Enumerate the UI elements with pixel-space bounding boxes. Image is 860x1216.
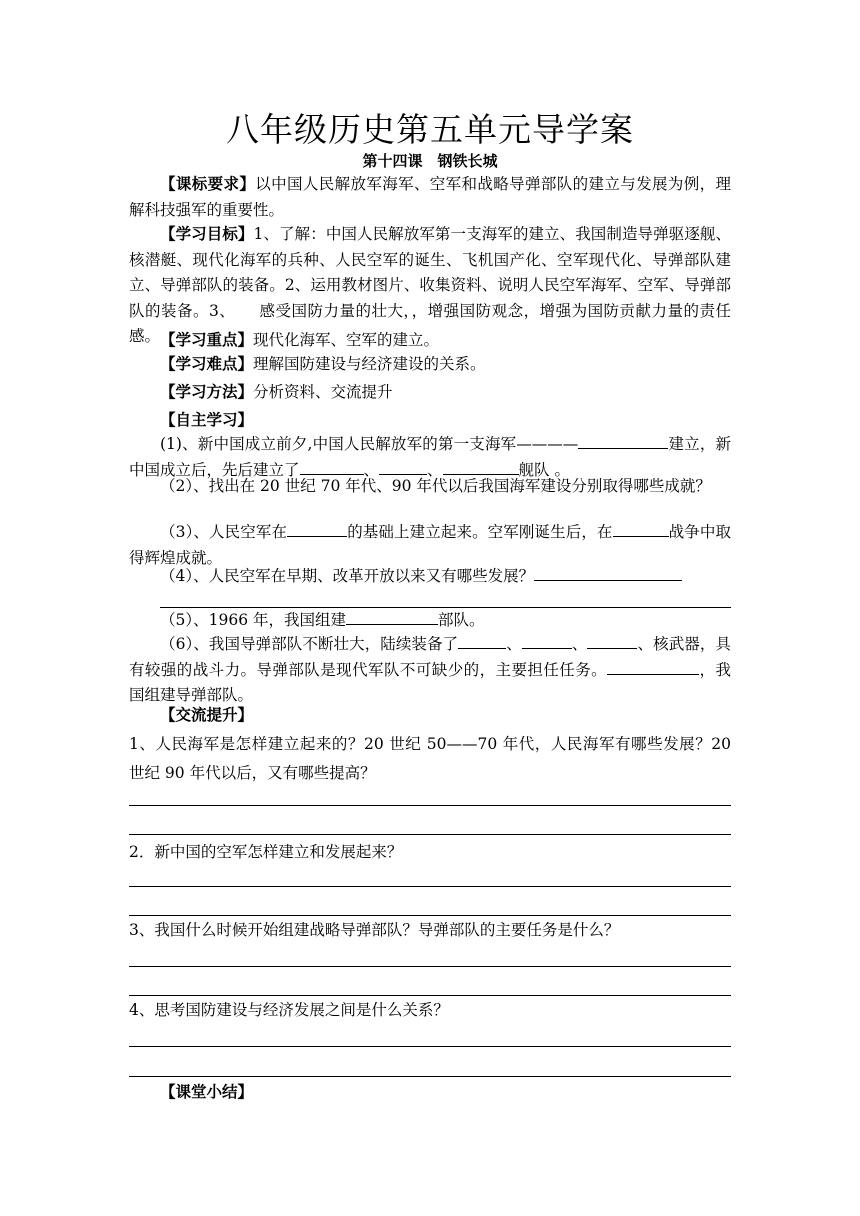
q3-text-c: 战争中取得辉煌成就。 [129, 523, 731, 567]
q1-blank-1[interactable] [578, 434, 668, 449]
q1-sep-1: 、 [363, 460, 380, 479]
objectives-label: 【学习目标】 [160, 225, 254, 243]
q3-blank-1[interactable] [287, 522, 347, 537]
exchange-q3-line-1[interactable] [129, 966, 731, 967]
exchange-q4-line-2[interactable] [129, 1076, 731, 1077]
q1-text-a: (1)、新中国成立前夕,中国人民解放军的第一支海军———— [160, 435, 579, 453]
q1-text-b: 建立，新中国成立后，先后建立了 [129, 435, 731, 479]
self-study-heading: 【自主学习】 [160, 411, 254, 429]
self-study-q4 [129, 564, 731, 590]
exchange-q4-line-1[interactable] [129, 1046, 731, 1047]
exchange-q1: 1、人民海军是怎样建立起来的？20 世纪 50——70 年代，人民海军有哪些发展？20 世纪 90 年代以后，又有哪些提高？ [129, 735, 731, 782]
difficulty-text: 理解国防建设与经济建设的关系。 [253, 355, 486, 373]
q5-text-a: （5）、1966 年，我国组建 [160, 611, 346, 629]
self-study-q2: （2）、找出在 20 世纪 70 年代、90 年代以后我国海军建设分别取得哪些成就？ [160, 477, 711, 495]
q6-blank-3[interactable] [587, 634, 637, 649]
method-text: 分析资料、交流提升 [253, 383, 393, 401]
q1-blank-2[interactable] [300, 460, 364, 475]
exchange-q3: 3、我国什么时候开始组建战略导弹部队？导弹部队的主要任务是什么？ [129, 921, 620, 939]
q1-sep-2: 、 [427, 460, 443, 479]
summary-heading: 【课堂小结】 [160, 1083, 254, 1101]
q1-blank-3[interactable] [379, 460, 427, 475]
exchange-q2-line-1[interactable] [129, 886, 731, 887]
q6-sep-3: 、 [637, 635, 654, 653]
exchange-q1-line-1[interactable] [129, 805, 731, 806]
q3-blank-2[interactable] [613, 522, 669, 537]
focus-text: 现代化海军、空军的建立。 [253, 331, 440, 349]
self-study-q6 [129, 632, 731, 709]
learning-method [129, 380, 731, 406]
q4-blank[interactable] [534, 566, 682, 581]
q6-blank-1[interactable] [458, 634, 506, 649]
self-study-q5 [129, 608, 731, 634]
exchange-q2: 2．新中国的空军怎样建立和发展起来？ [129, 843, 403, 861]
curriculum-requirement [129, 172, 731, 223]
focus-label: 【学习重点】 [160, 331, 254, 349]
curriculum-label: 【课标要求】 [160, 175, 256, 193]
q6-sep-1: 、 [506, 635, 522, 653]
exchange-heading: 【交流提升】 [160, 706, 254, 724]
q1-blank-4[interactable] [443, 460, 519, 475]
learning-focus [129, 328, 731, 354]
curriculum-text: 以中国人民解放军海军、空军和战略导弹部队的建立与发展为例，理解科技强军的重要性。 [129, 175, 731, 219]
q3-text-b: 的基础上建立起来。空军刚诞生后，在 [347, 523, 613, 541]
lesson-subtitle: 第十四课 钢铁长城 [362, 152, 498, 170]
q6-blank-4[interactable] [607, 660, 699, 675]
q1-text-e: 舰队 。 [518, 460, 570, 479]
method-label: 【学习方法】 [160, 383, 254, 401]
q6-text-a: （6）、我国导弹部队不断壮大，陆续装备了 [160, 635, 459, 653]
q6-text-e: 核武器，具有较强的战斗力。导弹部队是现代军队不可缺少的，主要担任任务。 [129, 635, 731, 679]
q5-blank[interactable] [346, 610, 438, 625]
q6-sep-2: 、 [571, 635, 588, 653]
q6-blank-2[interactable] [522, 634, 572, 649]
learning-difficulty [129, 352, 731, 378]
exchange-q3-line-2[interactable] [129, 995, 731, 996]
difficulty-label: 【学习难点】 [160, 355, 254, 373]
objectives-text: 1、了解：中国人民解放军第一支海军的建立、我国制造导弹驱逐舰、核潜艇、现代化海军的兵种、人民空军的诞生、飞机国产化、空军现代化、导弹部队建立、导弹部队的装备。2、运用教材图片、收集资料、说明人民空军海军、空军、导弹部队的装备。3、 感受国防力量的壮大，，增强国防观念，增强为国防贡献力量的责任感。 [129, 225, 731, 345]
q6-text-f: ，我国组建导弹部队。 [129, 660, 731, 704]
q5-text-b: 部队。 [438, 611, 485, 629]
exchange-q2-line-2[interactable] [129, 915, 731, 916]
exchange-q1-line-2[interactable] [129, 834, 731, 835]
exchange-q4: 4、思考国防建设与经济发展之间是什么关系？ [129, 1001, 449, 1019]
page-title: 八年级历史第五单元导学案 [226, 110, 634, 149]
q4-text: （4）、人民空军在早期、改革开放以来又有哪些发展？ [160, 567, 535, 585]
q3-text-a: （3）、人民空军在 [160, 523, 288, 541]
